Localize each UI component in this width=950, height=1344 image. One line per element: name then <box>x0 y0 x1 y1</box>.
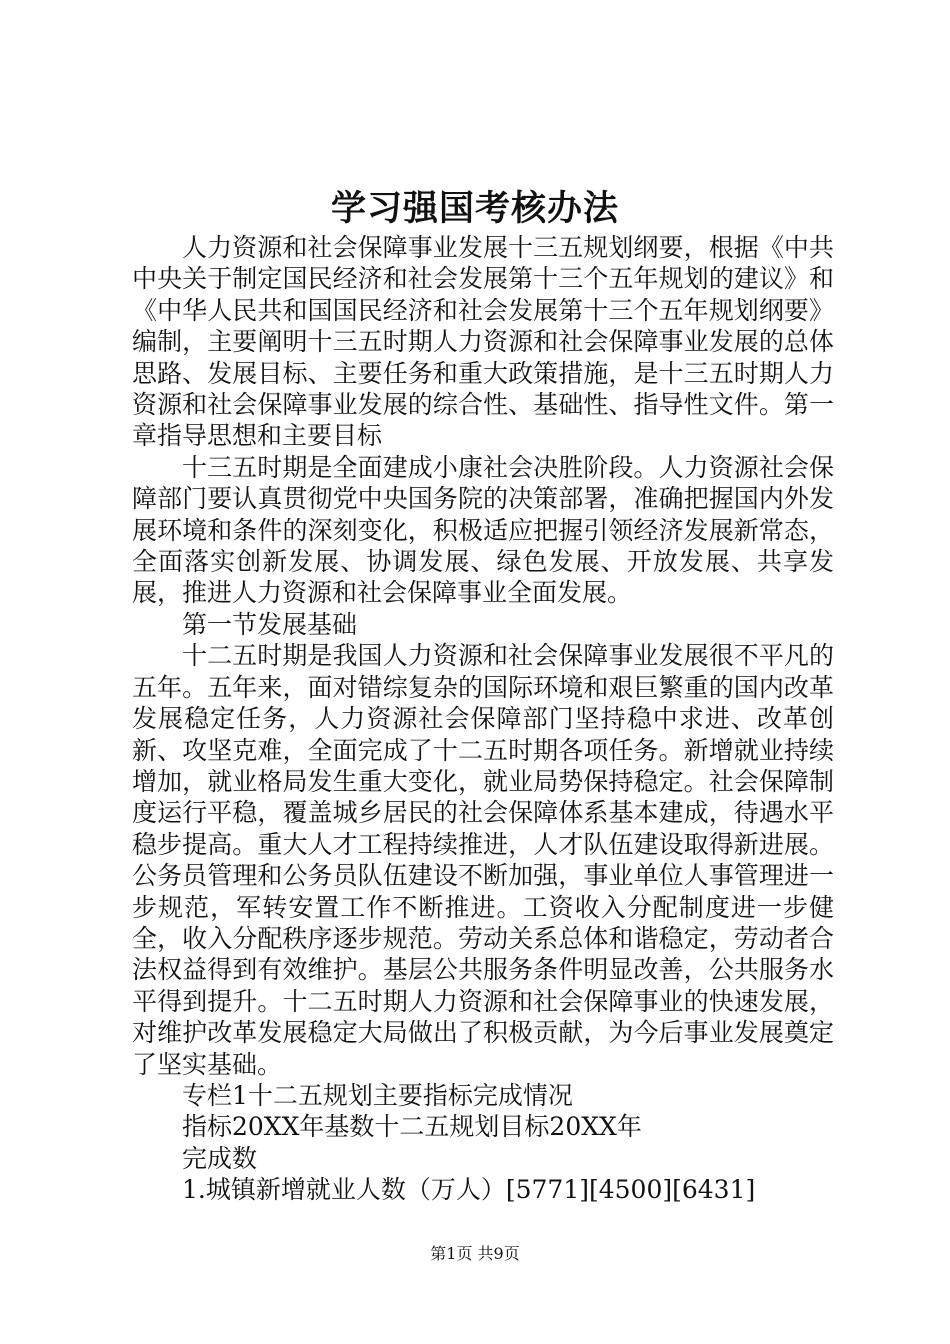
indicator-table-header: 指标20XX年基数十二五规划目标20XX年 <box>182 1112 642 1142</box>
section-heading-development-basis: 第一节发展基础 <box>182 609 358 639</box>
indicator-table-header-continued: 完成数 <box>182 1143 258 1173</box>
paragraph-intro: 人力资源和社会保障事业发展十三五规划纲要，根据《中共中央关于制定国民经济和社会发展第十三个五年规划的建议》和《中华人民共和国国民经济和社会发展第十三个五年规划纲要》编制，主要阐明十三五时期人力资源和社会保障事业发展的总体思路、发展目标、主要任务和重大政策措施，是十三五时期人力资源和社会保障事业发展的综合性、基础性、指导性文件。第一章指导思想和主要目标 <box>132 233 834 451</box>
document-title: 学习强国考核办法 <box>330 188 619 229</box>
indicator-row-1: 1.城镇新增就业人数（万人）[5771][4500][6431] <box>182 1175 756 1205</box>
paragraph-13th-plan-period: 十三五时期是全面建成小康社会决胜阶段。人力资源社会保障部门要认真贯彻党中央国务院的决策部署，准确把握国内外发展环境和条件的深刻变化，积极适应把握引领经济发展新常态，全面落实创新发展、协调发展、绿色发展、开放发展、共享发展，推进人力资源和社会保障事业全面发展。 <box>132 452 834 608</box>
paragraph-12th-plan-period: 十二五时期是我国人力资源和社会保障事业发展很不平凡的五年。五年来，面对错综复杂的国际环境和艰巨繁重的国内改革发展稳定任务，人力资源社会保障部门坚持稳中求进、改革创新、攻坚克难，全面完成了十二五时期各项任务。新增就业持续增加，就业格局发生重大变化，就业局势保持稳定。社会保障制度运行平稳，覆盖城乡居民的社会保障体系基本建成，待遇水平稳步提高。重大人才工程持续推进，人才队伍建设取得新进展。公务员管理和公务员队伍建设不断加强，事业单位人事管理进一步规范，军转安置工作不断推进。工资收入分配制度进一步健全，收入分配秩序逐步规范。劳动关系总体和谐稳定，劳动者合法权益得到有效维护。基层公共服务条件明显改善，公共服务水平得到提升。十二五时期人力资源和社会保障事业的快速发展，对维护改革发展稳定大局做出了积极贡献，为今后事业发展奠定了坚实基础。 <box>132 641 834 1079</box>
page-footer: 第1页 共9页 <box>430 1244 520 1263</box>
column-heading-indicators: 专栏1十二五规划主要指标完成情况 <box>182 1080 573 1110</box>
document-body <box>132 232 834 1206</box>
